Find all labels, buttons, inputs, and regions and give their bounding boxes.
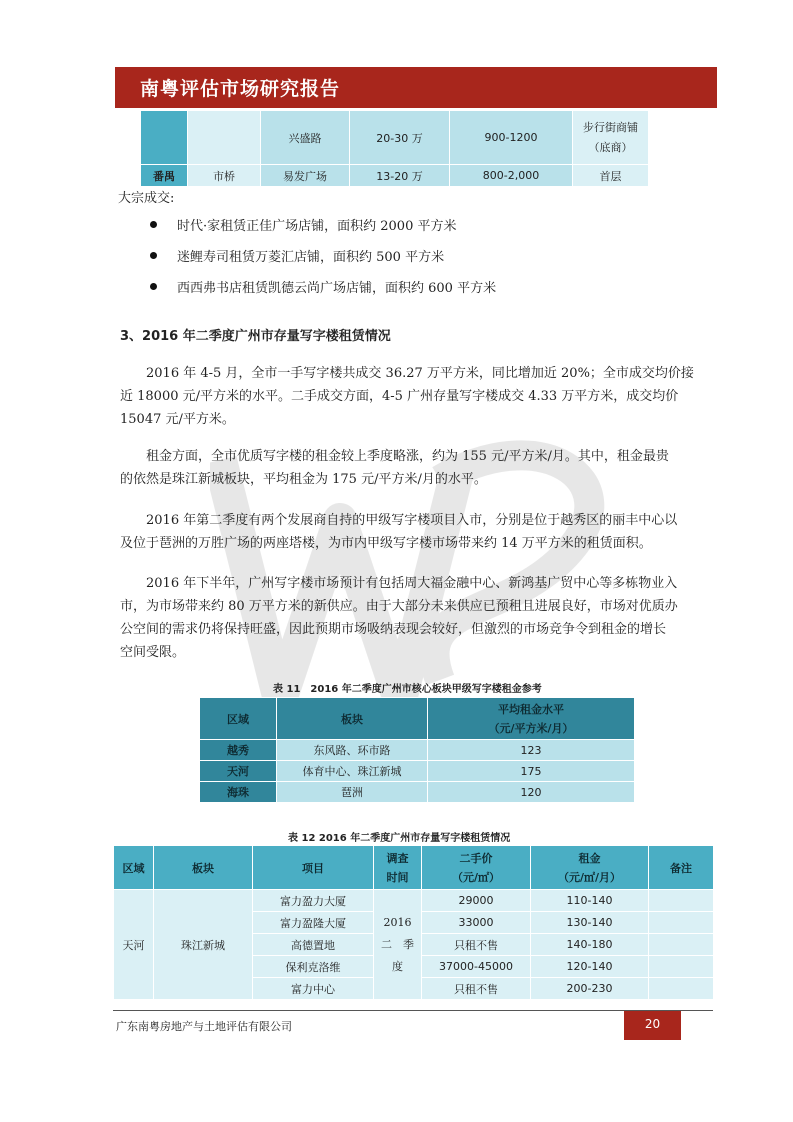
table-cell <box>649 978 714 1000</box>
table-header-cell: 项目 <box>253 846 374 890</box>
table-cell: 东风路、环市路 <box>277 740 428 761</box>
table-cell: 天河 <box>200 761 277 782</box>
paragraph-line: 2016 年 4-5 月，全市一手写字楼共成交 36.27 万平方米，同比增加近 20%；全市成交均价接 <box>146 366 694 381</box>
table-cell: 富力盈隆大厦 <box>253 912 374 934</box>
paragraph-line: 市，为市场带来约 80 万平方米的新供应。由于大部分未来供应已预租且进展良好，市场对优质办 <box>120 599 678 614</box>
section-heading: 3、2016 年二季度广州市存量写字楼租赁情况 <box>120 329 391 344</box>
table-cell: 易发广场 <box>261 165 350 187</box>
table-cell: 130-140 <box>531 912 649 934</box>
table-11 <box>199 697 635 803</box>
table-cell <box>141 111 188 165</box>
table-cell <box>649 890 714 912</box>
bullet-dot <box>150 283 157 290</box>
bullet-item: 西西弗书店租赁凯德云尚广场店铺，面积约 600 平方米 <box>177 281 497 296</box>
table-cell: 13-20 万 <box>350 165 450 187</box>
table-cell: 123 <box>428 740 635 761</box>
paragraph-line: 2016 年下半年，广州写字楼市场预计有包括周大福金融中心、新鸿基广贸中心等多栋物业入 <box>146 576 678 591</box>
paragraph-line: 近 18000 元/平方米的水平。二手成交方面，4-5 广州存量写字楼成交 4.33 万平方米，成交均价 <box>120 389 679 404</box>
header-line: （元/㎡） <box>451 870 501 884</box>
survey-line: 二 季 <box>381 937 414 951</box>
table-cell: 珠江新城 <box>154 890 253 1000</box>
table-cell: 富力盈力大厦 <box>253 890 374 912</box>
table-cell <box>649 912 714 934</box>
table-cell: 市桥 <box>188 165 261 187</box>
paragraph-line: 空间受限。 <box>120 645 186 660</box>
table-header-cell <box>422 846 531 890</box>
survey-line: 2016 <box>383 915 412 929</box>
header-line: 二手价 <box>459 851 493 865</box>
table-cell: 越秀 <box>200 740 277 761</box>
table-row <box>114 890 714 912</box>
top-shop-table <box>140 110 649 187</box>
table-cell: 900-1200 <box>450 111 573 165</box>
table-row <box>200 740 635 761</box>
table-row <box>200 782 635 803</box>
table-cell: 步行街商铺 （底商） <box>573 111 649 165</box>
table-header-cell: 板块 <box>154 846 253 890</box>
bullet-dot <box>150 221 157 228</box>
table-cell: 首层 <box>573 165 649 187</box>
table-cell: 110-140 <box>531 890 649 912</box>
table-cell: 富力中心 <box>253 978 374 1000</box>
table-cell: 120-140 <box>531 956 649 978</box>
table-header-cell: 板块 <box>277 698 428 740</box>
table-header-cell <box>531 846 649 890</box>
table-cell <box>649 956 714 978</box>
table-cell: 天河 <box>114 890 154 1000</box>
header-line: 调查 <box>386 851 409 865</box>
table-header-cell <box>428 698 635 740</box>
table-cell <box>188 111 261 165</box>
table-header-cell: 备注 <box>649 846 714 890</box>
table-cell: 只租不售 <box>422 978 531 1000</box>
table-cell: 140-180 <box>531 934 649 956</box>
paragraph-line: 及位于琶洲的万胜广场的两座塔楼，为市内甲级写字楼市场带来约 14 万平方米的租赁面积。 <box>120 536 652 551</box>
table-cell: 番禺 <box>141 165 188 187</box>
bullet-item: 迷鲤寿司租赁万菱汇店铺，面积约 500 平方米 <box>177 250 445 265</box>
footer-company: 广东南粤房地产与土地评估有限公司 <box>116 1020 292 1033</box>
report-title: 南粤评估市场研究报告 <box>140 78 341 100</box>
table-cell: 175 <box>428 761 635 782</box>
table-header-cell <box>374 846 422 890</box>
table-header-cell: 区域 <box>114 846 154 890</box>
header-line: （元/㎡/月） <box>557 870 622 884</box>
header-line: （元/平方米/月） <box>488 721 574 735</box>
header-line: 平均租金水平 <box>498 702 564 716</box>
table-cell: 只租不售 <box>422 934 531 956</box>
page-number: 20 <box>644 1017 661 1031</box>
footer-divider <box>113 1010 713 1011</box>
header-line: 时间 <box>386 870 409 884</box>
table-caption: 表 11 2016 年二季度广州市核心板块甲级写字楼租金参考 <box>273 684 542 695</box>
table-cell: 200-230 <box>531 978 649 1000</box>
paragraph-line: 的依然是珠江新城板块，平均租金为 175 元/平方米/月的水平。 <box>120 472 487 487</box>
table-cell <box>374 890 422 1000</box>
header-line: 租金 <box>578 851 601 865</box>
table-cell: 120 <box>428 782 635 803</box>
table-cell: 兴盛路 <box>261 111 350 165</box>
table-cell <box>649 934 714 956</box>
table-cell: 29000 <box>422 890 531 912</box>
survey-line: 度 <box>392 959 403 973</box>
table-cell: 37000-45000 <box>422 956 531 978</box>
table-12 <box>113 845 714 1000</box>
paragraph-line: 2016 年第二季度有两个发展商自持的甲级写字楼项目入市，分别是位于越秀区的丽丰中心以 <box>146 513 678 528</box>
table-cell: 33000 <box>422 912 531 934</box>
paragraph-line: 15047 元/平方米。 <box>120 412 235 427</box>
table-cell: 保利克洛维 <box>253 956 374 978</box>
table-row <box>200 761 635 782</box>
paragraph-line: 公空间的需求仍将保持旺盛，因此预期市场吸纳表现会较好，但激烈的市场竞争令到租金的增长 <box>120 622 667 637</box>
table-cell: 琶洲 <box>277 782 428 803</box>
paragraph-line: 租金方面，全市优质写字楼的租金较上季度略涨，约为 155 元/平方米/月。其中，租金最贵 <box>146 449 669 464</box>
table-header-cell: 区域 <box>200 698 277 740</box>
table-caption: 表 12 2016 年二季度广州市存量写字楼租赁情况 <box>288 833 511 844</box>
bullet-item: 时代·家租赁正佳广场店铺，面积约 2000 平方米 <box>177 219 457 234</box>
table-cell: 高德置地 <box>253 934 374 956</box>
table-cell: 体育中心、珠江新城 <box>277 761 428 782</box>
bulk-label: 大宗成交: <box>118 191 175 206</box>
table-cell: 20-30 万 <box>350 111 450 165</box>
bullet-dot <box>150 252 157 259</box>
table-cell: 800-2,000 <box>450 165 573 187</box>
table-cell: 海珠 <box>200 782 277 803</box>
